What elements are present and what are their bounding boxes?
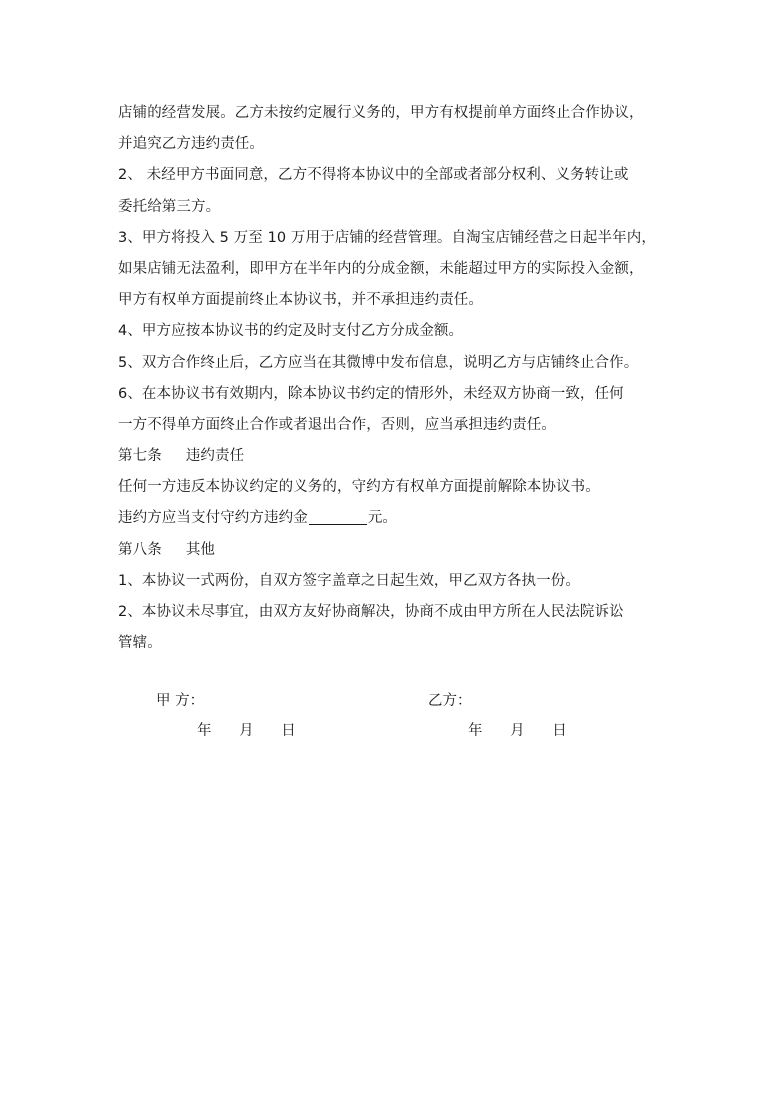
article-7-line: 任何一方违反本协议约定的义务的，守约方有权单方面提前解除本协议书。 xyxy=(118,479,600,496)
paragraph-line: 一方不得单方面终止合作或者退出合作，否则，应当承担违约责任。 xyxy=(118,416,556,433)
party-b-date: 年 月 日 xyxy=(468,723,567,739)
article-8-clause-1: 1、本协议一式两份，自双方签字盖章之日起生效，甲乙双方各执一份。 xyxy=(118,572,580,589)
party-a-label: 甲 方： xyxy=(156,693,205,709)
paragraph-line: 甲方有权单方面提前终止本协议书，并不承担违约责任。 xyxy=(118,292,483,309)
article-8-number: 第八条 xyxy=(118,541,162,558)
party-a-date: 年 月 日 xyxy=(197,723,296,739)
paragraph-line: 如果店铺无法盈利，即甲方在半年内的分成金额，未能超过甲方的实际投入金额， xyxy=(118,260,644,277)
penalty-amount-blank[interactable] xyxy=(309,508,367,525)
paragraph-line: 并追究乙方违约责任。 xyxy=(118,136,264,153)
clause-4: 4、甲方应按本协议书的约定及时支付乙方分成金额。 xyxy=(118,323,464,340)
clause-3: 3、甲方将投入 5 万至 10 万用于店铺的经营管理。自淘宝店铺经营之日起半年内， xyxy=(118,229,656,246)
penalty-line xyxy=(118,503,678,534)
party-b-label: 乙方： xyxy=(428,693,472,709)
article-8-title: 其他 xyxy=(185,541,216,558)
signature-area xyxy=(0,690,774,750)
penalty-unit: 元。 xyxy=(367,510,398,527)
penalty-text: 违约方应当支付守约方违约金 xyxy=(118,510,308,527)
paragraph-line: 店铺的经营发展。乙方未按约定履行义务的，甲方有权提前单方面终止合作协议， xyxy=(118,105,644,121)
paragraph-line: 委托给第三方。 xyxy=(118,198,221,215)
article-7-title: 违约责任 xyxy=(185,448,245,465)
article-7-number: 第七条 xyxy=(118,448,162,465)
article-8-clause-2: 2、本协议未尽事宜，由双方友好协商解决，协商不成由甲方所在人民法院诉讼 xyxy=(118,604,624,620)
paragraph-line: 管辖。 xyxy=(118,635,162,652)
clause-5: 5、双方合作终止后，乙方应当在其微博中发布信息，说明乙方与店铺终止合作。 xyxy=(118,354,639,371)
document-body xyxy=(118,98,678,659)
article-8-heading xyxy=(118,535,678,566)
clause-6: 6、在本协议书有效期内，除本协议书约定的情形外，未经双方协商一致，任何 xyxy=(118,385,624,402)
clause-2: 2、 未经甲方书面同意，乙方不得将本协议中的全部或者部分权利、义务转让或 xyxy=(118,167,629,184)
article-7-heading xyxy=(118,441,678,472)
